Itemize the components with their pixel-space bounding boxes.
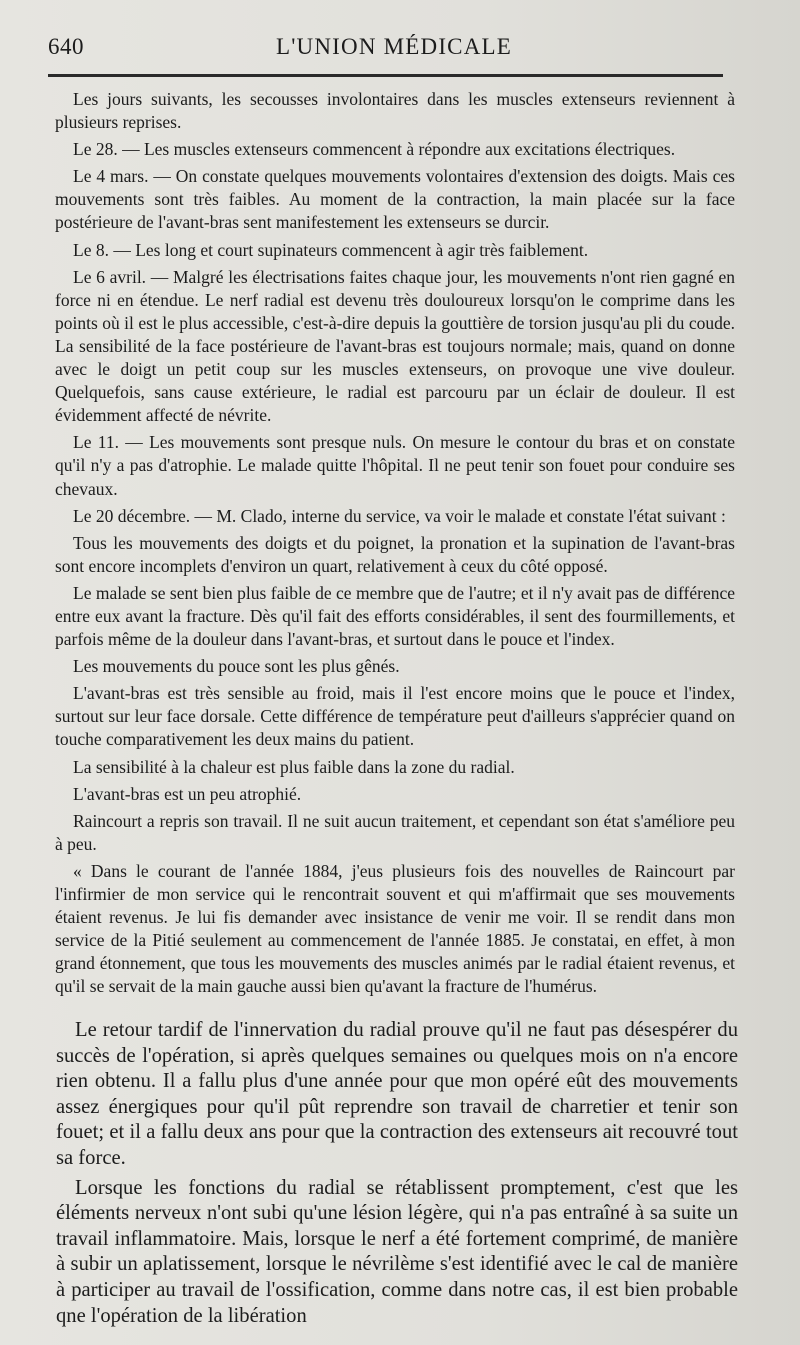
paragraph: Le 8. — Les long et court supinateurs commencent à agir très faiblement. (73, 239, 589, 260)
page-header (48, 34, 740, 68)
paragraph: Les jours suivants, les secousses involontaires dans les muscles extenseurs reviennent à plusieurs reprises. (55, 89, 735, 133)
paragraph: Tous les mouvements des doigts et du poignet, la pronation et la supination de l'avant-bras sont encore incomplets d'environ un quart, relativement à ceux du côté opposé. (55, 532, 735, 576)
paragraph: Les mouvements du pouce sont les plus gênés. (73, 656, 400, 677)
paragraph: « Dans le courant de l'année 1884, j'eus plusieurs fois des nouvelles de Raincourt par l'infirmier de mon service qui le rencontrait souvent et qui m'affirmait que ses mouvements étaient revenus. Je lui fis demander avec insistance de venir me voir. Il se rendit dans mon service de la Pitié seulement au commencement de l'année 1885. Je constatai, en effet, à mon grand étonnement, que tous les mouvements des muscles animés par le radial étaient revenus, et qu'il se servait de la main gauche aussi bien qu'avant la fracture de l'humérus. (55, 860, 735, 997)
paragraph: Le retour tardif de l'innervation du radial prouve qu'il ne faut pas désespérer du succès de l'opération, si après quelques semaines ou quelques mois on n'a encore rien obtenu. Il a fallu plus d'une année pour que mon opéré eût des mouvements assez énergiques pour qu'il pût reprendre son travail de charretier et tenir son fouet; et il a fallu deux ans pour que la contraction des extenseurs ait recouvré tout sa force. (56, 1019, 738, 1169)
running-title: L'UNION MÉDICALE (275, 34, 513, 59)
paragraph: Lorsque les fonctions du radial se rétablissent promptement, c'est que les éléments nerveux n'ont subi qu'une lésion légère, qui n'a pas entraîné à sa suite un travail inflammatoire. Mais, lorsque le nerf a été fortement comprimé, de manière à subir un aplatissement, lorsque le névrilème s'est identifié avec le cal de manière à participer au travail de l'ossification, comme dans notre cas, il est bien probable qne l'opération de la libération (56, 1176, 738, 1327)
paragraph: La sensibilité à la chaleur est plus faible dans la zone du radial. (73, 756, 515, 777)
header-rule (48, 74, 723, 77)
paragraph: Le 20 décembre. — M. Clado, interne du service, va voir le malade et constate l'état suivant : (73, 505, 726, 526)
paragraph: L'avant-bras est un peu atrophié. (73, 783, 302, 804)
paragraph: Raincourt a repris son travail. Il ne suit aucun traitement, et cependant son état s'améliore peu à peu. (55, 810, 735, 854)
case-report-text (55, 88, 735, 998)
paragraph: Le malade se sent bien plus faible de ce membre que de l'autre; et il n'y avait pas de différence entre eux avant la fracture. Dès qu'il fait des efforts considérables, il sent des fourmillements, et parfois même de la douleur dans l'avant-bras, et surtout dans le pouce et l'index. (55, 582, 735, 650)
paragraph: Le 6 avril. — Malgré les électrisations faites chaque jour, les mouvements n'ont rien gagné en force ni en étendue. Le nerf radial est devenu très douloureux lorsqu'on le comprime dans les points où il est le plus accessible, c'est-à-dire depuis la gouttière de torsion jusqu'au pli du coude. La sensibilité de la face postérieure de l'avant-bras est toujours normale; mais, quand on donne avec le doigt un petit coup sur les muscles extenseurs, on provoque une vive douleur. Quelquefois, sans cause extérieure, le radial est parcouru par un éclair de douleur. Il est évidemment affecté de névrite. (55, 266, 735, 426)
paragraph: Le 4 mars. — On constate quelques mouvements volontaires d'extension des doigts. Mais ces mouvements sont très faibles. Au moment de la contraction, la main placée sur la face postérieure de l'avant-bras sent manifestement les extenseurs se durcir. (55, 166, 735, 233)
paragraph: Le 11. — Les mouvements sont presque nuls. On mesure le contour du bras et on constate qu'il n'y a pas d'atrophie. Le malade quitte l'hôpital. Il ne peut tenir son fouet pour conduire ses chevaux. (55, 432, 735, 499)
paragraph: Le 28. — Les muscles extenseurs commencent à répondre aux excitations électriques. (73, 139, 676, 160)
commentary-text (56, 1018, 738, 1329)
page-number: 640 (48, 34, 84, 59)
paragraph: L'avant-bras est très sensible au froid, mais il l'est encore moins que le pouce et l'index, surtout sur leur face dorsale. Cette différence de température peut d'ailleurs s'apprécier quand on touche comparativement les deux mains du patient. (55, 683, 735, 750)
